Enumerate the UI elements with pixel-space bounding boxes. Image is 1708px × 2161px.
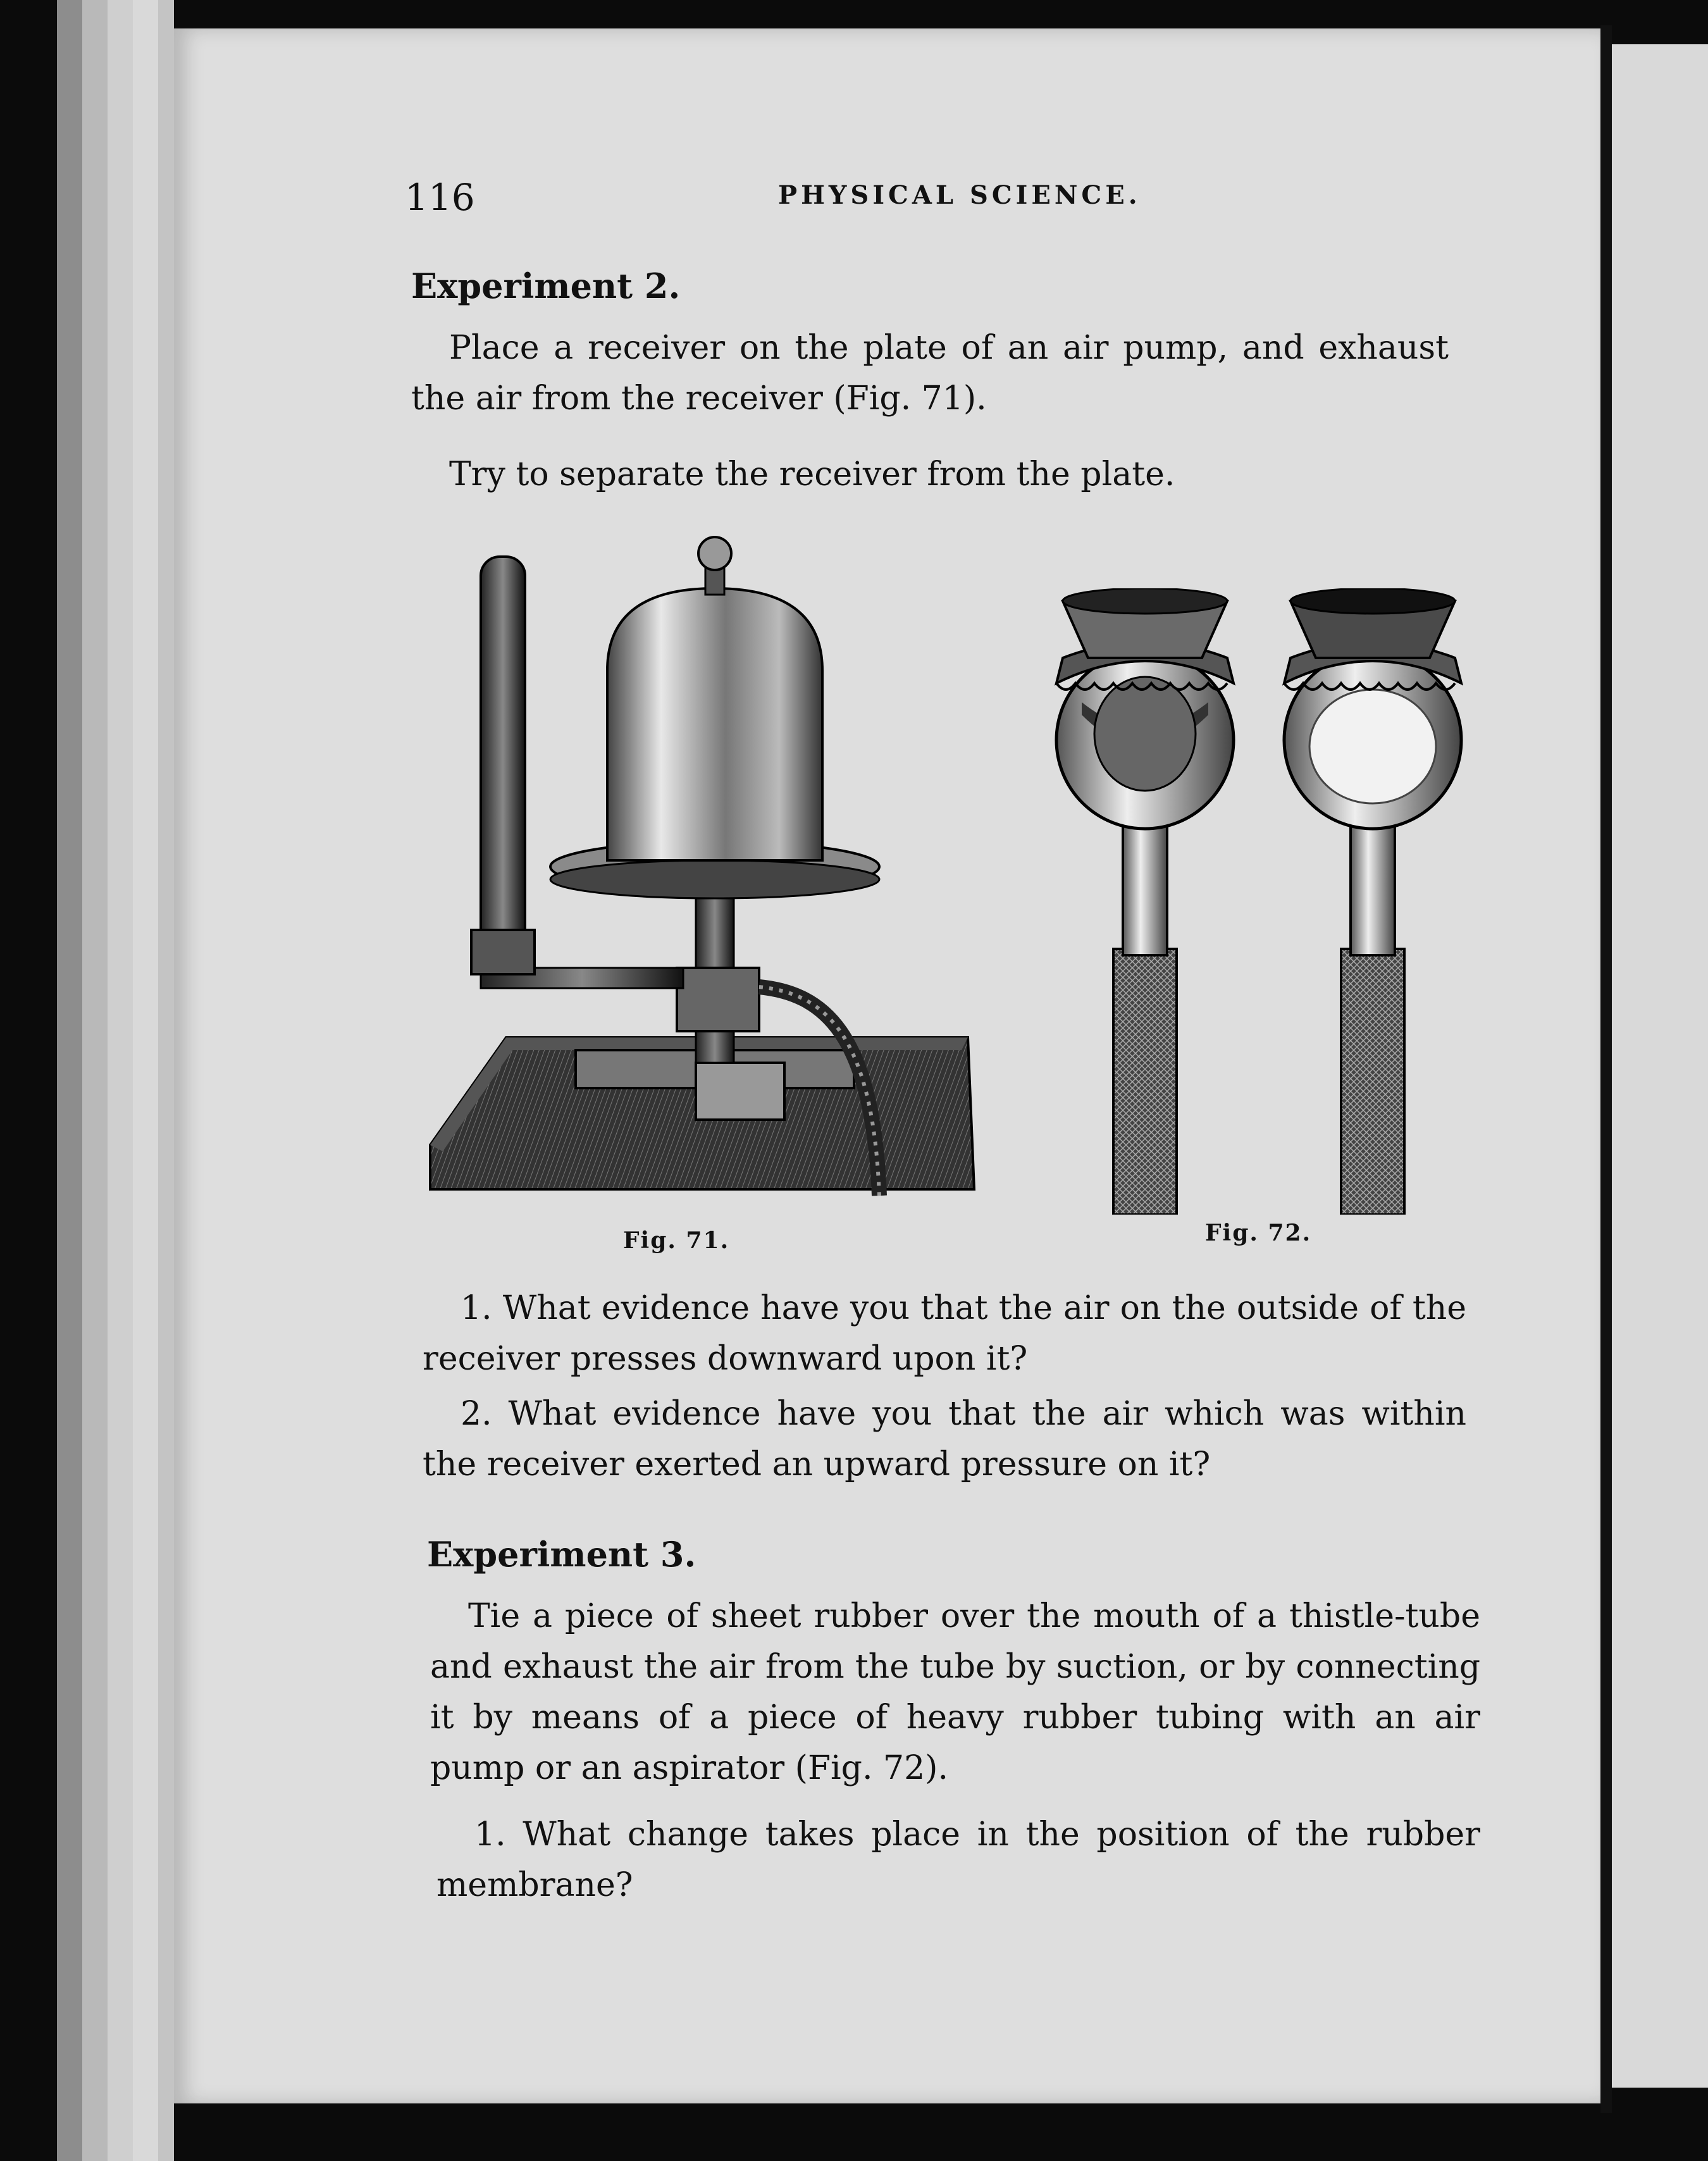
experiment-2-paragraph-2-text: Try to separate the receiver from the plate. <box>449 455 1175 493</box>
experiment-2-question-2 <box>423 1389 1466 1490</box>
experiment-2-question-1-text: 1. What evidence have you that the air on the outside of the receiver presses downward upon it? <box>423 1289 1466 1378</box>
page-edge <box>57 0 82 2161</box>
fig-71-caption: Fig. 71. <box>623 1227 730 1254</box>
fig-72-caption: Fig. 72. <box>1205 1220 1312 1246</box>
experiment-2-question-1 <box>423 1283 1466 1384</box>
page-edge <box>133 0 158 2161</box>
book-gutter <box>1600 25 1612 2113</box>
experiment-3-question-1 <box>436 1809 1480 1910</box>
experiment-3-heading: Experiment 3. <box>427 1534 696 1575</box>
experiment-3-paragraph-1-text: Tie a piece of sheet rubber over the mouth of a thistle-tube and exhaust the air from the tube by suction, or by connecting it by means of a piece of heavy rubber tubing with an air pump or an aspirator (Fig. 72). <box>430 1597 1480 1787</box>
experiment-2-question-2-text: 2. What evidence have you that the air which was within the receiver exerted an upward pressure on it? <box>423 1395 1466 1483</box>
experiment-2-heading: Experiment 2. <box>411 266 681 306</box>
facing-page-edge <box>1612 44 1708 2088</box>
experiment-3-paragraph-1 <box>430 1591 1480 1793</box>
experiment-2-paragraph-1-text: Place a receiver on the plate of an air pump, and exhaust the air from the receiver (Fig. 71). <box>411 329 1449 418</box>
thistle-tube-illustration <box>1037 588 1468 1215</box>
experiment-2-paragraph-1 <box>411 323 1449 424</box>
air-pump-illustration <box>418 525 987 1234</box>
page-edge <box>158 0 174 2161</box>
page-edge <box>108 0 133 2161</box>
page-edge <box>82 0 108 2161</box>
running-title: PHYSICAL SCIENCE. <box>778 180 1141 210</box>
experiment-2-paragraph-2 <box>411 449 1449 500</box>
experiment-3-question-1-text: 1. What change takes place in the position of the rubber membrane? <box>436 1816 1480 1904</box>
page-number: 116 <box>405 176 475 219</box>
